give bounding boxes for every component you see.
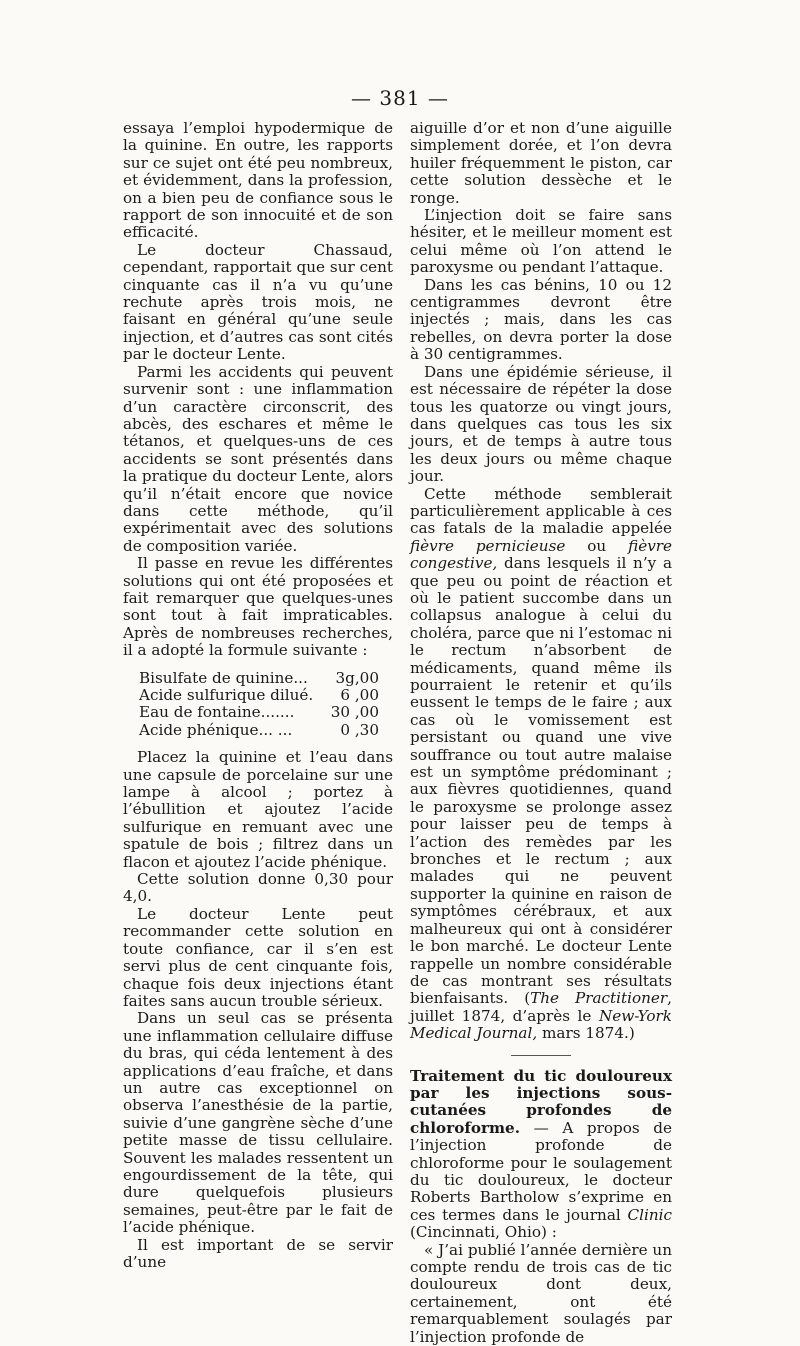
- formula-row: [139, 687, 379, 704]
- italic-term: fièvre congestive,: [410, 536, 673, 573]
- text-run: mars 1874.): [542, 1024, 635, 1043]
- paragraph: Dans un seul cas se présenta une inflammation cellulaire diffuse du bras, qui céda lentement à des applications d’eau fraîche, et dans un autre cas exceptionnel on observa l’anesthésie de la partie, suivie d’une gangrène sèche d’une petite masse de tissu cellulaire. Souvent les malades ressentent un engourdissement de la tête, qui dure quelquefois plusieurs semaines, peut-être par le fait de l’acide phénique.: [123, 1009, 393, 1237]
- text-run: — A propos de l’injection profonde de chloroforme pour le soulagement du tic douloureux, le docteur Roberts Bartholow s’exprime en ces termes dans le journal: [410, 1118, 673, 1224]
- paragraph: [410, 486, 672, 1043]
- paragraph: Le docteur Lente peut recommander cette solution en toute confiance, car il s’en est servi plus de cent cinquante fois, chaque fois deux injections étant faites sans aucun trouble sérieux.: [123, 904, 393, 1010]
- text-run: ou: [587, 536, 607, 555]
- paragraph: L’injection doit se faire sans hésiter, et le meilleur moment est celui même où l’on attend le paroxysme ou pendant l’attaque.: [410, 206, 672, 277]
- paragraph: « J’ai publié l’année dernière un compte rendu de trois cas de tic douloureux dont deux, certainement, ont été remarquablement soulagés par l’injection profonde de: [410, 1240, 672, 1346]
- text-run: (Cincinnati, Ohio) :: [410, 1223, 557, 1242]
- text-run: dans lesquels il n’y a que peu ou point de réaction et où le patient succombe dans un collapsus analogue à celui du choléra, parce que ni l’estomac ni le rectum n’absorbent de médicaments, quand même ils pourraient le retenir et qu’ils eussent le temps de le faire ; aux cas où le vomissement est persistant ou quand une vive souffrance ou tout autre malaise est un symptôme prédominant ; aux fièvres quotidiennes, quand le paroxysme se prolonge assez pour laisser peu de temps à l’action des remèdes par les bronches et le rectum ; aux malades qui ne peuvent supporter la quinine en raison de symptômes cérébraux, et aux malheureux qui ont à considérer le bon marché. Le docteur Lente rappelle un nombre considérable de cas montrant ses résultats bienfaisants. (: [410, 554, 673, 1008]
- formula-ingredient: Eau de fontaine.......: [139, 703, 295, 722]
- paragraph: Dans les cas bénins, 10 ou 12 centigrammes devront être injectés ; mais, dans les cas rebelles, on devra porter la dose à 30 centigrammes.: [410, 275, 672, 364]
- paragraph: aiguille d’or et non d’une aiguille simplement dorée, et l’on devra huiler fréquemment le piston, car cette solution dessèche et le ronge.: [410, 119, 672, 207]
- paragraph: Cette solution donne 0,30 pour 4,0.: [123, 870, 393, 906]
- formula-table: [139, 670, 379, 740]
- formula-quantity: 6 ,00: [340, 686, 379, 704]
- paragraph: Dans une épidémie sérieuse, il est nécessaire de répéter la dose tous les quatorze ou vingt jours, dans quelques cas tous les six jours, et de temps à autre tous les deux jours ou même chaque jour.: [410, 362, 672, 486]
- formula-quantity: 30 ,00: [330, 703, 379, 722]
- section-paragraph: [410, 1068, 672, 1242]
- formula-quantity: 0 ,30: [340, 720, 379, 739]
- formula-row: [139, 704, 379, 721]
- formula-row: [139, 670, 379, 687]
- formula-ingredient: Acide phénique... ...: [139, 720, 293, 739]
- italic-citation: New-York Medical Journal,: [410, 1006, 672, 1043]
- formula-ingredient: Bisulfate de quinine...: [139, 668, 308, 687]
- right-column: [410, 120, 672, 1346]
- section-title: Traitement du tic douloureux par les injections sous-cutanées profondes de chloroforme.: [410, 1066, 672, 1137]
- italic-citation: Clinic: [627, 1205, 672, 1224]
- italic-citation: The Practitioner: [530, 989, 668, 1008]
- formula-ingredient: Acide sulfurique dilué.: [139, 686, 314, 704]
- text-run: Cette méthode semblerait particulièrement applicable à ces cas fatals de la maladie appelée: [410, 484, 672, 538]
- formula-row: [139, 722, 379, 739]
- paragraph: Placez la quinine et l’eau dans une capsule de porcelaine sur une lampe à alcool ; portez à l’ébullition et ajoutez l’acide sulfurique en remuant avec une spatule de bois ; filtrez dans un flacon et ajoutez l’acide phénique.: [123, 748, 393, 871]
- page-number: — 381 —: [351, 86, 449, 110]
- paragraph: Il est important de se servir d’une: [123, 1235, 393, 1271]
- italic-term: fièvre pernicieuse: [410, 536, 566, 555]
- text-run: , juillet 1874, d’après le: [410, 989, 672, 1025]
- section-divider: [511, 1055, 571, 1056]
- paragraph: essaya l’emploi hypodermique de la quinine. En outre, les rapports sur ce sujet ont été peu nombreux, et évidemment, dans la profession, on a bien peu de confiance sous le rapport de son innocuité et de son efficacité.: [123, 119, 393, 242]
- left-column: [123, 120, 393, 1271]
- formula-quantity: 3g,00: [335, 668, 379, 687]
- paragraph: Il passe en revue les différentes solutions qui ont été proposées et fait remarquer que quelques-unes sont tout à fait impraticables. Après de nombreuses recherches, il a adopté la formule suivante :: [123, 554, 393, 660]
- paragraph: Le docteur Chassaud, cependant, rapportait que sur cent cinquante cas il n’a vu qu’une rechute après trois mois, ne faisant en général qu’une seule injection, et d’autres cas sont cités par le docteur Lente.: [123, 240, 393, 364]
- paragraph: Parmi les accidents qui peuvent survenir sont : une inflammation d’un caractère circonscrit, des abcès, des eschares et même le tétanos, et quelques-uns de ces accidents se sont présentés dans la pratique du docteur Lente, alors qu’il n’était encore que novice dans cette méthode, qu’il expérimentait avec des solutions de composition variée.: [123, 362, 393, 555]
